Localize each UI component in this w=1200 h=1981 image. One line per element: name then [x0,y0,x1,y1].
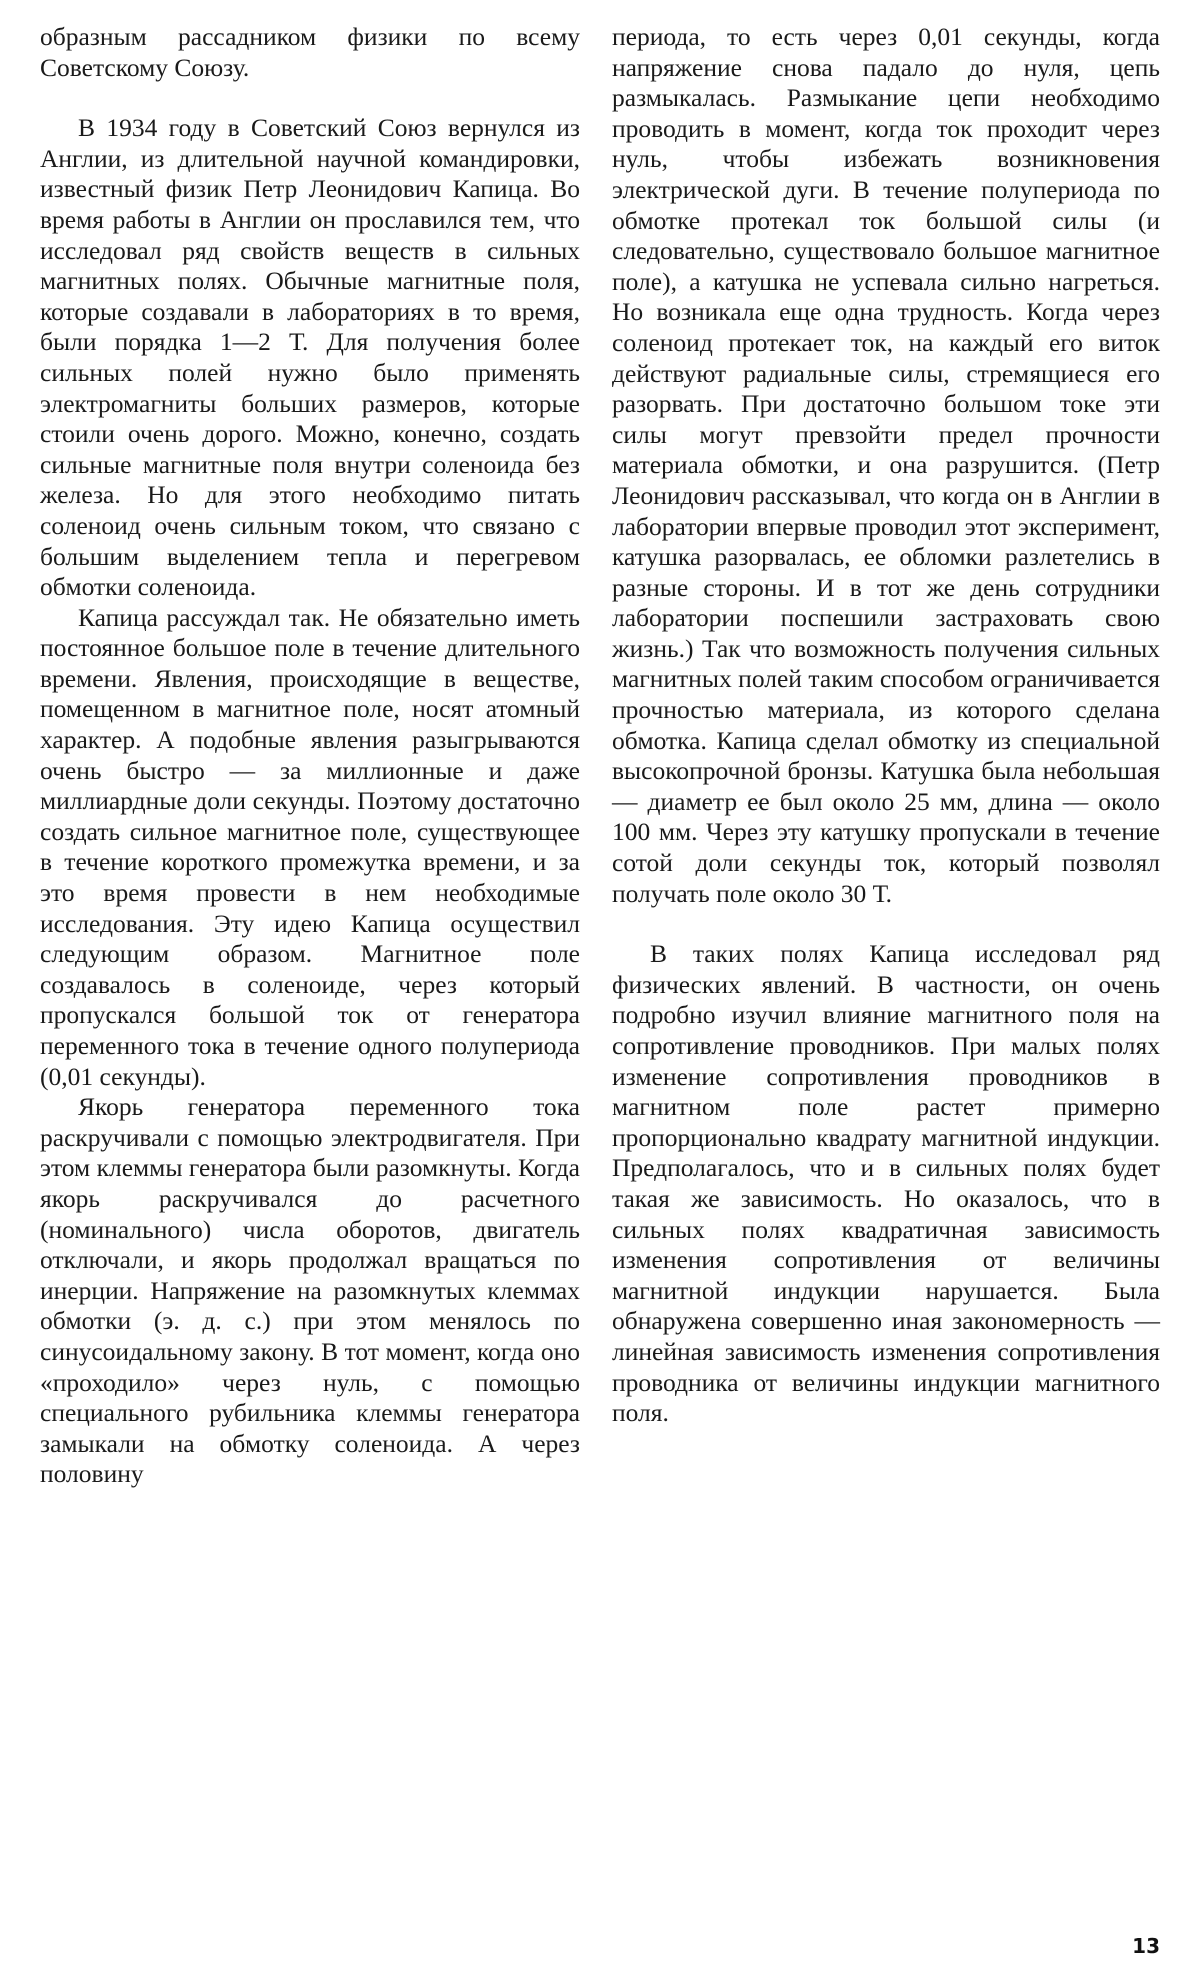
left-text-column [40,22,580,1490]
paragraph-kapitsa-reasoning: Капица рассуждал так. Не обязательно иметь постоянное большое поле в течение длительного времени. Явления, происходящие в веществе, помещенном в магнитное поле, носят атомный характер. А подобные явления разыгрываются очень быстро — за миллионные и даже миллиардные доли секунды. Поэтому достаточно создать сильное магнитное поле, существующее в течение короткого промежутка времени, и за это время провести в нем необходимые исследования. Эту идею Капица осуществил следующим образом. Магнитное поле создавалось в соленоиде, через который пропускался большой ток от генератора переменного тока в течение одного полупериода (0,01 секунды). [40,602,580,1091]
paragraph-kapitsa-return: В 1934 году в Советский Союз вернулся из Англии, из длительной научной командировки, известный физик Петр Леонидович Капица. Во время работы в Англии он прославился тем, что исследовал ряд свойств веществ в сильных магнитных полях. Обычные магнитные поля, которые создавали в лабораториях в то время, были порядка 1—2 Т. Для получения более сильных полей нужно было применять электромагниты больших размеров, которые стоили очень дорого. Можно, конечно, создать сильные магнитные поля внутри соленоида без железа. Но для этого необходимо питать соленоид очень сильным током, что связано с большим выделением тепла и перегревом обмотки соленоида. [40,113,580,602]
paragraph-continuation: образным рассадником физики по всему Советскому Союзу. [40,22,580,82]
page-number: 13 [1132,1934,1160,1958]
paragraph-circuit-breaking: периода, то есть через 0,01 секунды, когда напряжение снова падало до нуля, цепь размыкалась. Размыкание цепи необходимо проводить в момент, когда ток проходит через нуль, чтобы избежать возникновения электрической дуги. В течение полупериода по обмотке протекал ток большой силы (и следовательно, существовало большое магнитное поле), а катушка не успевала сильно нагреться. Но возникала еще одна трудность. Когда через соленоид протекает ток, на каждый его виток действуют радиальные силы, стремящиеся его разорвать. При достаточно большом токе эти силы могут превзойти предел прочности материала обмотки, и она разрушится. (Петр Леонидович рассказывал, что когда он в Англии в лаборатории впервые проводил этот эксперимент, катушка разорвалась, ее обломки разлетелись в разные стороны. И в тот же день сотрудники лаборатории поспешили застраховать свою жизнь.) Так что возможность получения сильных магнитных полей таким способом ограничивается прочностью материала, из которого сделана обмотка. Капица сделал обмотку из специальной высокопрочной бронзы. Катушка была небольшая — диаметр ее был около 25 мм, длина — около 100 мм. Через эту катушку пропускали в течение сотой доли секунды ток, который позволял получать поле около 30 Т. [612,22,1160,908]
paragraph-resistance-research: В таких полях Капица исследовал ряд физических явлений. В частности, он очень подробно изучил влияние магнитного поля на сопротивление проводников. При малых полях изменение сопротивления проводников в магнитном поле растет примерно пропорционально квадрату магнитной индукции. Предполагалось, что и в сильных полях будет такая же зависимость. Но оказалось, что в сильных полях квадратичная зависимость изменения сопротивления от величины магнитной индукции нарушается. Была обнаружена совершенно иная закономерность — линейная зависимость изменения сопротивления проводника от величины индукции магнитного поля. [612,939,1160,1428]
right-text-column [612,22,1160,1429]
paragraph-generator: Якорь генератора переменного тока раскручивали с помощью электродвигателя. При этом клеммы генератора были разомкнуты. Когда якорь раскручивался до расчетного (номинального) числа оборотов, двигатель отключали, и якорь продолжал вращаться по инерции. Напряжение на разомкнутых клеммах обмотки (э. д. с.) при этом менялось по синусоидальному закону. В тот момент, когда оно «проходило» через нуль, с помощью специального рубильника клеммы генератора замыкали на обмотку соленоида. А через половину [40,1092,580,1489]
